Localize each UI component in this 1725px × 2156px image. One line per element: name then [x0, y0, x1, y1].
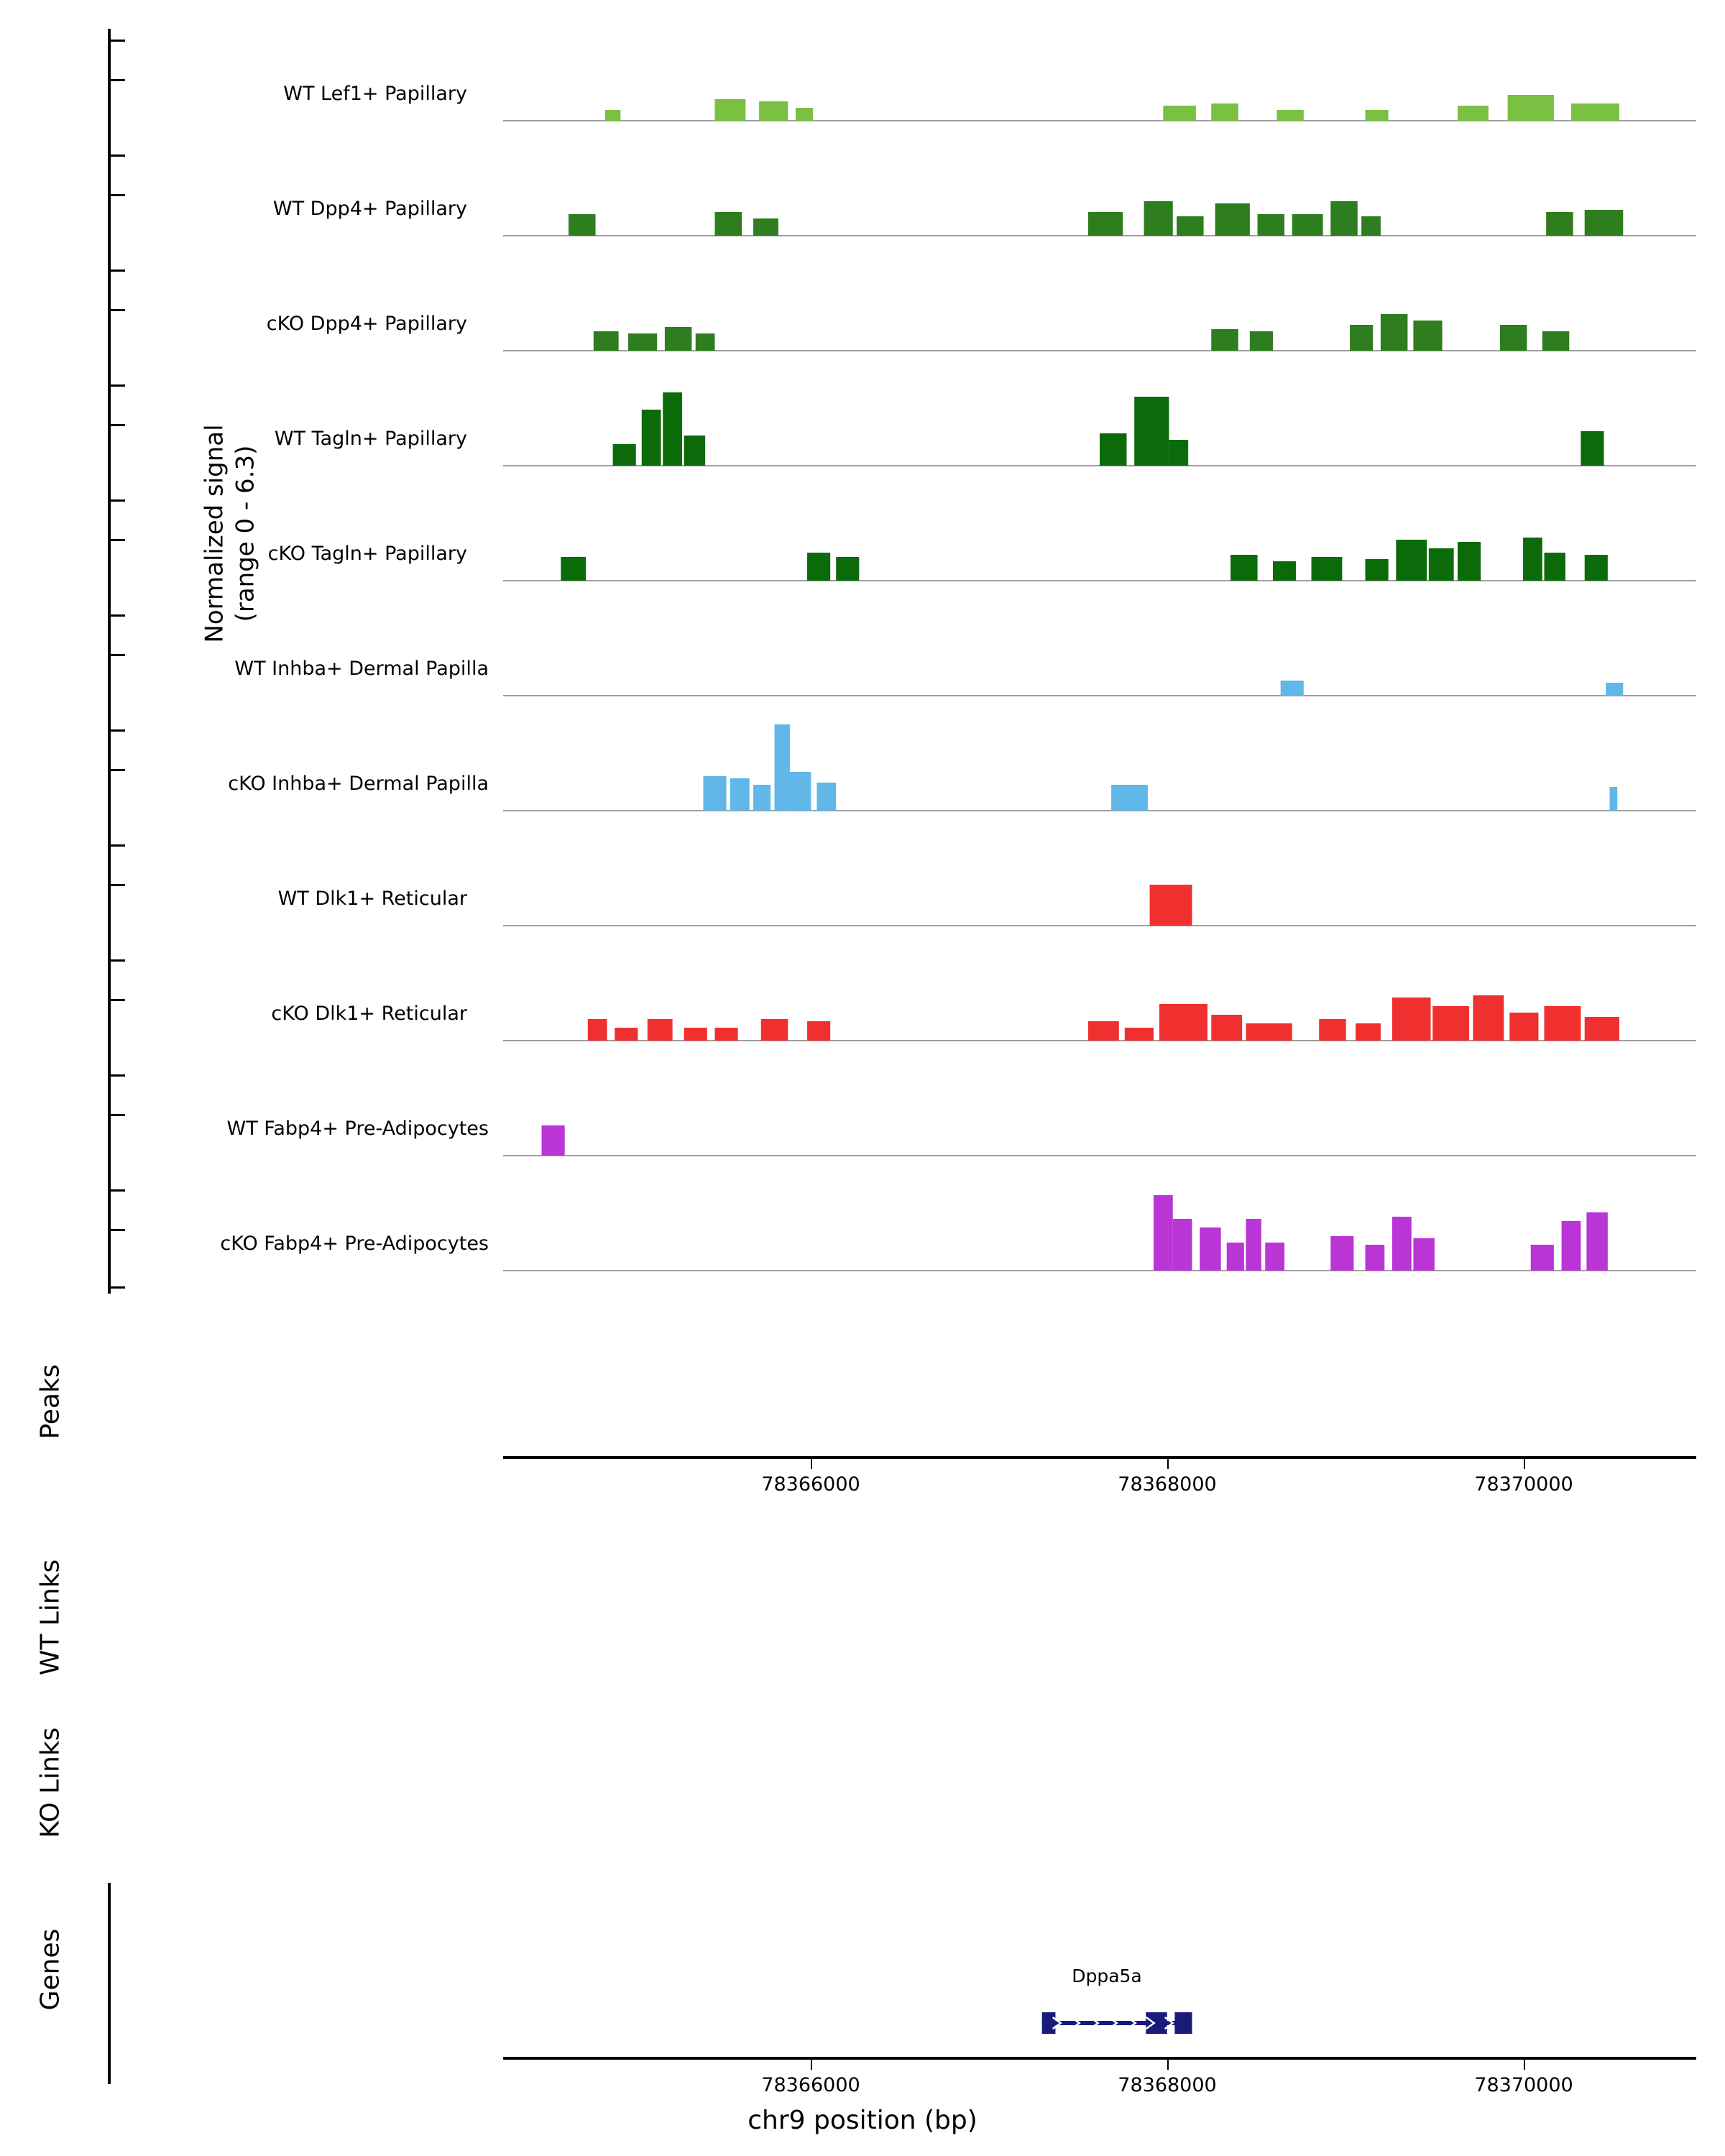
y-tick	[109, 309, 125, 311]
x-tick-label-bottom-0: 78366000	[761, 2074, 860, 2096]
y-tick	[109, 654, 125, 656]
x-axis-line-bottom	[503, 2057, 1696, 2060]
track-signal	[605, 95, 1619, 121]
y-tick	[109, 499, 125, 502]
track-label-10: cKO Fabp4+ Pre-Adipocytes	[220, 1233, 489, 1255]
track-label-5: WT Inhba+ Dermal Papilla	[234, 658, 489, 680]
track-signal	[1150, 885, 1192, 926]
track-label-9: WT Fabp4+ Pre-Adipocytes	[226, 1118, 489, 1140]
track-label-3: WT Tagln+ Papillary	[274, 428, 467, 450]
track-signal	[542, 1125, 565, 1156]
section-label-wt-links: WT Links	[35, 1559, 65, 1676]
y-tick	[109, 884, 125, 886]
section-label-peaks: Peaks	[35, 1364, 65, 1439]
section-label-genes: Genes	[35, 1928, 65, 2011]
x-tick-label-bottom-2: 78370000	[1474, 2074, 1573, 2096]
track-label-0: WT Lef1+ Papillary	[283, 83, 467, 105]
track-signal	[703, 724, 1617, 811]
y-axis-label-line2: (range 0 - 6.3)	[231, 445, 259, 622]
y-tick	[109, 959, 125, 962]
x-tick-label-top-2: 78370000	[1474, 1473, 1573, 1496]
x-tick-bottom	[1167, 2060, 1169, 2070]
x-tick-bottom	[1524, 2060, 1525, 2070]
y-tick	[109, 614, 125, 617]
track-signal	[613, 392, 1604, 466]
x-tick-label-top-0: 78366000	[761, 1473, 860, 1496]
track-signal	[1154, 1195, 1608, 1271]
track-label-7: WT Dlk1+ Reticular	[277, 888, 467, 910]
x-axis-line-top	[503, 1456, 1696, 1459]
x-tick-label-bottom-1: 78368000	[1118, 2074, 1217, 2096]
signal-tracks	[503, 22, 1696, 1308]
track-label-1: WT Dpp4+ Papillary	[272, 198, 467, 220]
track-label-2: cKO Dpp4+ Papillary	[266, 313, 467, 335]
x-tick-bottom	[811, 2060, 812, 2070]
y-tick	[109, 155, 125, 157]
y-tick	[109, 769, 125, 771]
x-tick-top	[1524, 1459, 1525, 1469]
x-tick-top	[1167, 1459, 1169, 1469]
y-tick	[109, 1189, 125, 1192]
section-label-ko-links: KO Links	[35, 1727, 65, 1838]
y-tick	[109, 1229, 125, 1231]
track-signal	[569, 201, 1623, 236]
track-signal	[561, 538, 1608, 581]
track-axis-line	[108, 29, 111, 1294]
y-tick	[109, 729, 125, 732]
y-tick	[109, 79, 125, 81]
y-tick	[109, 384, 125, 387]
y-tick	[109, 194, 125, 196]
gene-model	[503, 2005, 1696, 2048]
y-tick	[109, 40, 125, 42]
gene-name-label: Dppa5a	[1072, 1966, 1142, 1986]
x-tick-top	[811, 1459, 812, 1469]
y-tick	[109, 844, 125, 847]
track-label-4: cKO Tagln+ Papillary	[267, 543, 467, 565]
x-tick-label-top-1: 78368000	[1118, 1473, 1217, 1496]
y-tick	[109, 539, 125, 541]
y-tick	[109, 1074, 125, 1077]
y-tick	[109, 1286, 125, 1289]
track-label-6: cKO Inhba+ Dermal Papilla	[228, 773, 489, 795]
y-tick	[109, 999, 125, 1001]
track-signal	[594, 314, 1569, 351]
genes-axis-line	[108, 1883, 111, 2084]
x-axis-title: chr9 position (bp)	[748, 2106, 978, 2135]
y-tick	[109, 1114, 125, 1116]
track-signal	[588, 995, 1619, 1041]
track-label-8: cKO Dlk1+ Reticular	[271, 1003, 467, 1025]
y-tick	[109, 270, 125, 272]
y-axis-label-line1: Normalized signal	[200, 424, 229, 643]
track-signal	[1281, 681, 1624, 696]
y-tick	[109, 424, 125, 426]
